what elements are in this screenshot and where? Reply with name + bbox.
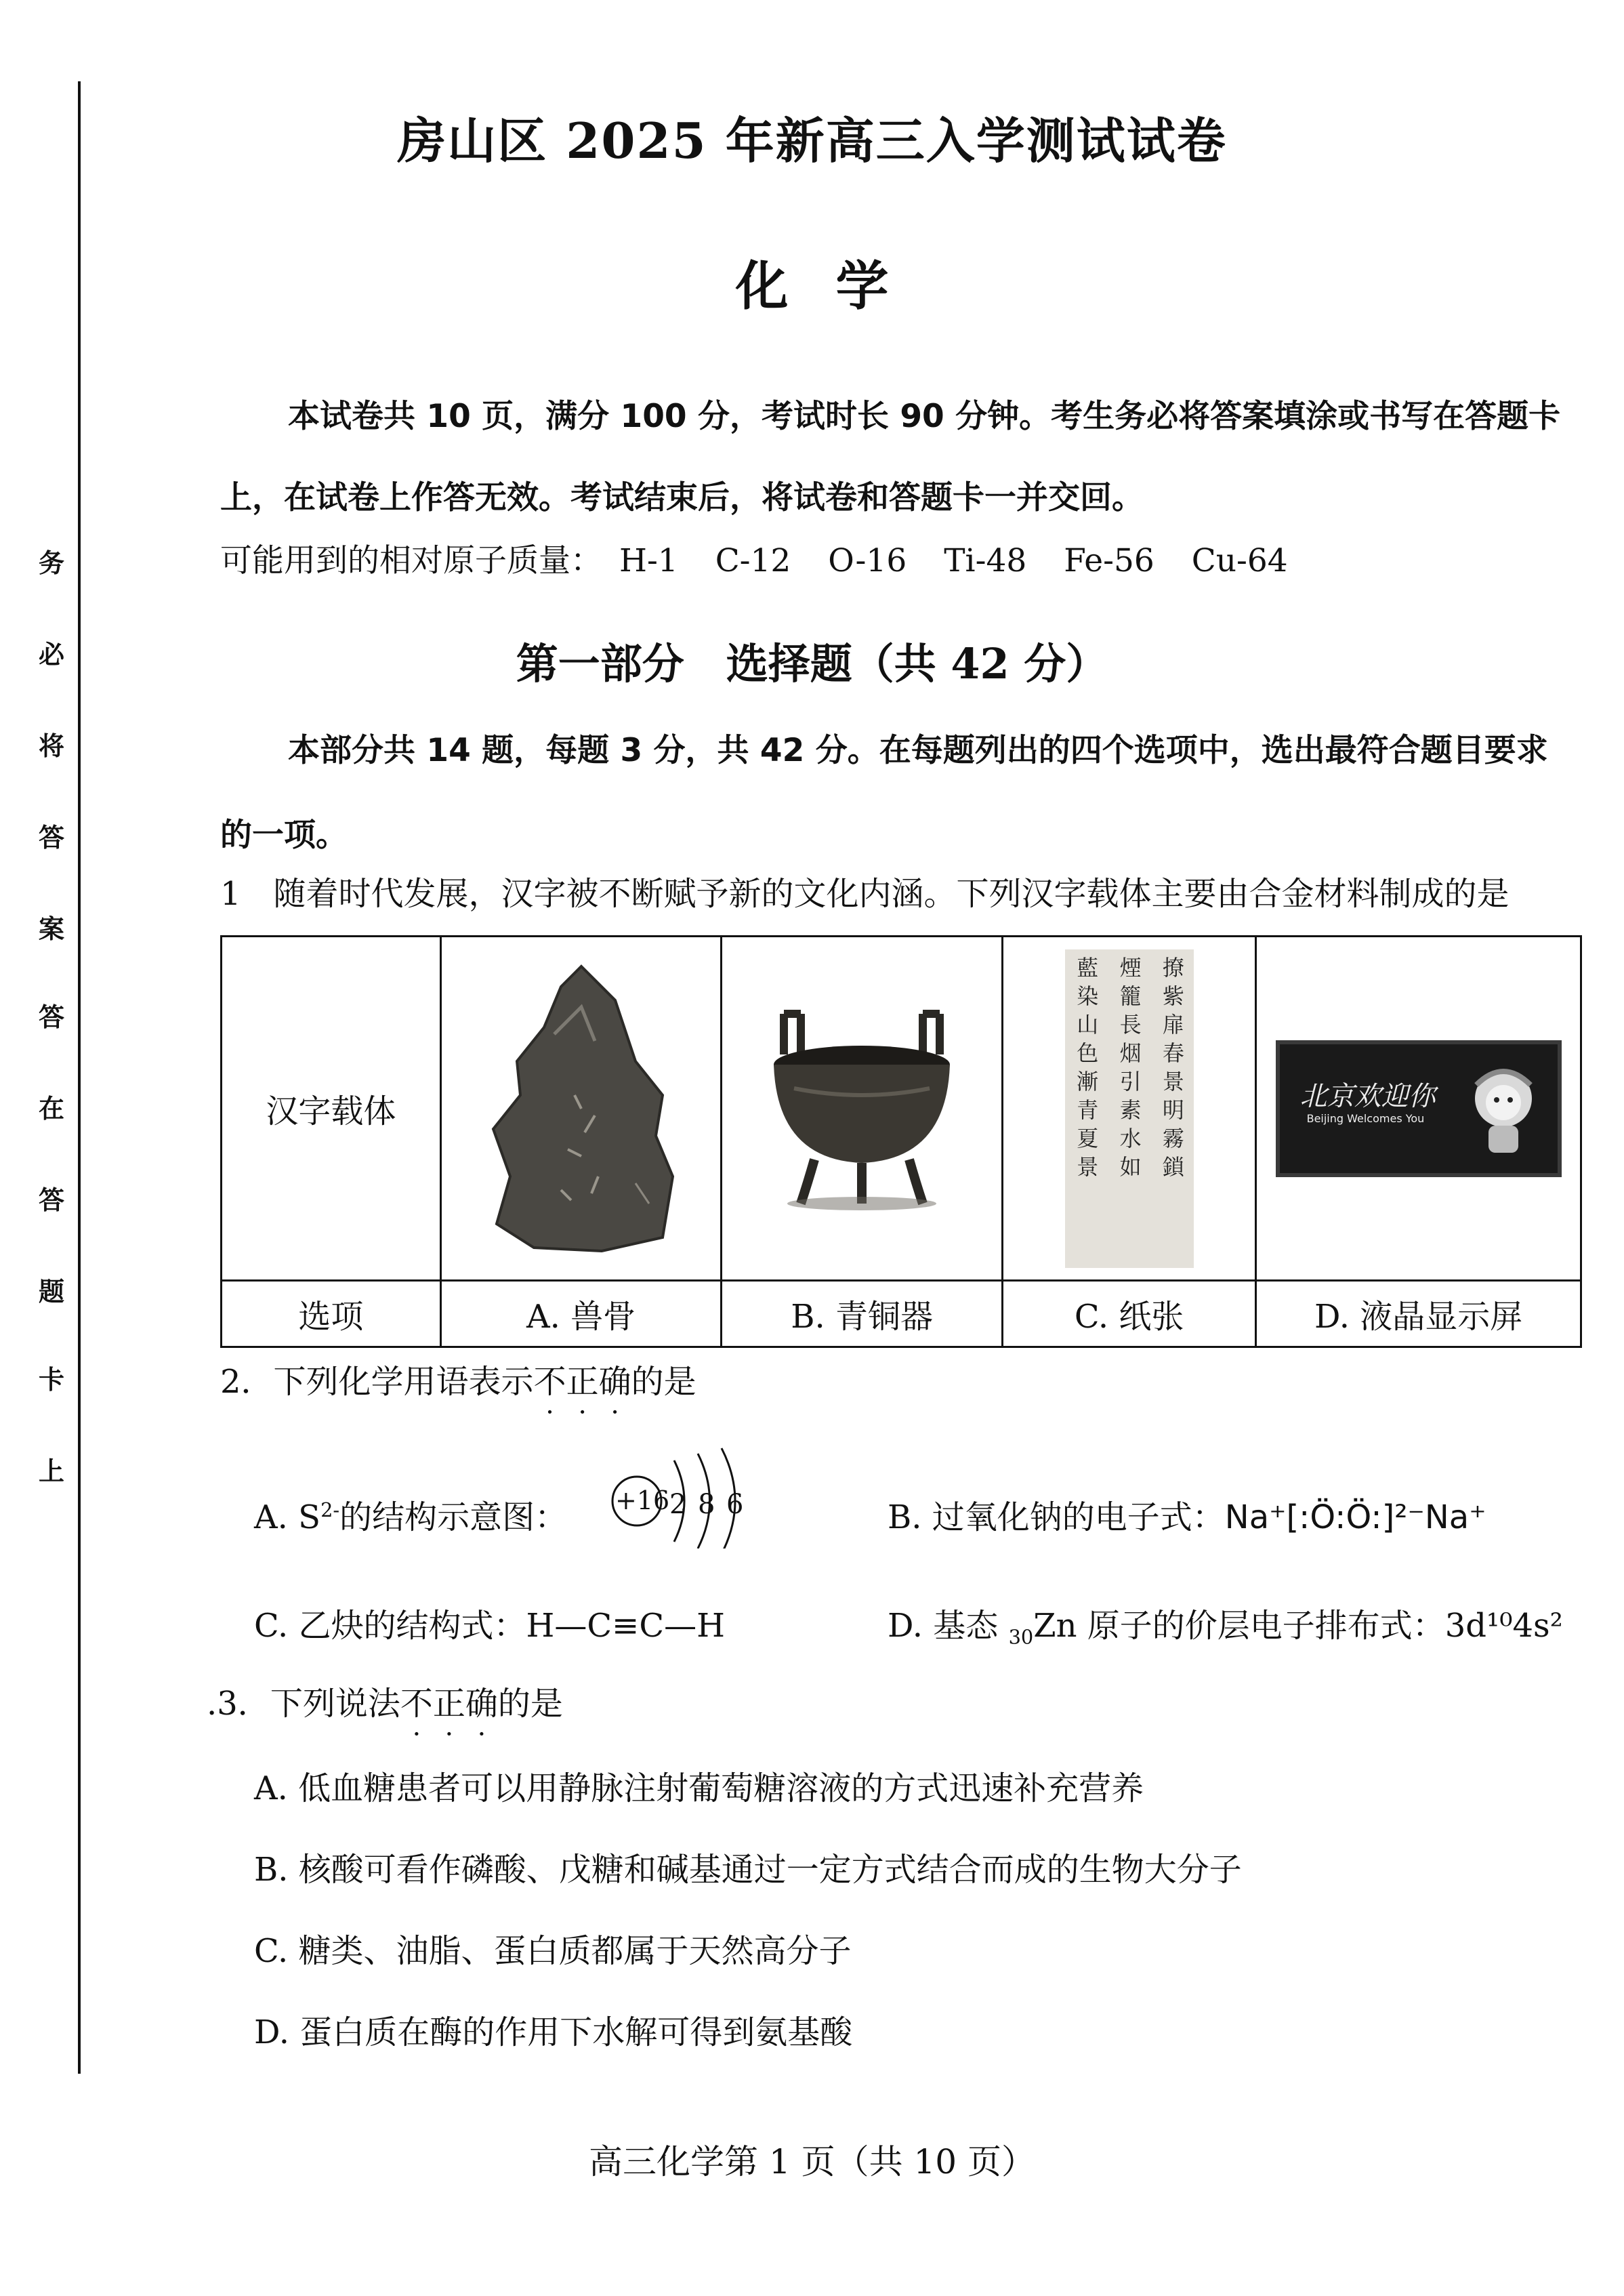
atomic-mass-item: C-12 xyxy=(715,542,791,579)
side-char: 卡 xyxy=(38,1365,64,1395)
question-3-option-d: D. 蛋白质在酶的作用下水解可得到氨基酸 xyxy=(254,2013,853,2051)
option-b: B. 青铜器 xyxy=(722,1281,1003,1347)
emphasis-char: 正 ・ xyxy=(566,1363,599,1401)
calligraphy-column: 撩紫扉春景明霧鎖 xyxy=(1159,956,1185,1184)
side-char: 答 xyxy=(38,1002,64,1032)
atomic-masses xyxy=(220,535,1315,581)
question-3-option-c: C. 糖类、油脂、蛋白质都属于天然高分子 xyxy=(254,1932,852,1970)
emphasis-char: 确 ・ xyxy=(465,1685,498,1723)
table-row-label: 汉字载体 xyxy=(222,937,441,1281)
emphasis-char: 正 ・ xyxy=(433,1685,465,1723)
atomic-mass-item: Cu-64 xyxy=(1191,542,1288,579)
nucleus-charge: +16 xyxy=(615,1485,670,1515)
option-text: Zn 原子的价层电子排布式： xyxy=(1033,1607,1445,1645)
option-text: D. 基态 xyxy=(888,1607,1009,1645)
stem-text: 的是 xyxy=(631,1363,696,1401)
paper-calligraphy-image xyxy=(1002,937,1255,1281)
option-d: D. 液晶显示屏 xyxy=(1256,1281,1581,1347)
shell-electrons: 8 xyxy=(698,1489,715,1520)
option-label: A. S xyxy=(254,1498,321,1536)
electron-configuration: 3d¹⁰4s² xyxy=(1444,1607,1563,1645)
atomic-mass-item: O-16 xyxy=(828,542,907,579)
lcd-screen-image xyxy=(1256,937,1581,1281)
calligraphy-column: 藍染山色漸青夏景 xyxy=(1073,956,1100,1184)
oracle-bone-image xyxy=(440,937,722,1281)
side-char: 案 xyxy=(38,914,64,944)
shell-electrons: 2 xyxy=(669,1489,687,1520)
option-text: B. 过氧化钠的电子式： xyxy=(888,1498,1225,1536)
side-char: 将 xyxy=(38,731,64,761)
atomic-mass-item: Fe-56 xyxy=(1064,542,1154,579)
exam-instructions: 本试卷共 10 页，满分 100 分，考试时长 90 分钟。考生务必将答案填涂或书写在答题卡上，在试卷上作答无效。考试结束后，将试卷和答题卡一并交回。 xyxy=(220,398,1561,516)
option-a: A. 兽骨 xyxy=(440,1281,722,1347)
question-2-option-d xyxy=(888,1599,1563,1649)
question-2-option-b xyxy=(888,1491,1486,1538)
electron-formula: Na⁺[:Ö:Ö:]²⁻Na⁺ xyxy=(1224,1498,1486,1536)
structural-formula: H—C≡C—H xyxy=(526,1607,725,1645)
ion-charge: 2- xyxy=(320,1498,340,1521)
stem-text: 的是 xyxy=(497,1685,563,1723)
stem-text: 下列说法 xyxy=(270,1685,400,1723)
emphasis-char: 确 ・ xyxy=(599,1363,631,1401)
question-2-option-a xyxy=(254,1491,567,1538)
side-char: 答 xyxy=(38,1185,64,1215)
side-char: 答 xyxy=(38,823,64,853)
fuwa-mascot-icon xyxy=(1463,1058,1544,1160)
question-2-option-c xyxy=(254,1599,725,1646)
exam-title: 房山区 2025 年新高三入学测试试卷 xyxy=(397,112,1227,169)
emphasis-char: 不 ・ xyxy=(400,1685,433,1723)
side-char: 在 xyxy=(38,1094,64,1124)
question-3-stem xyxy=(207,1677,563,1724)
question-1-table xyxy=(220,935,1582,1348)
subject-title: 化学 xyxy=(735,255,936,317)
bronze-ding-image xyxy=(722,937,1003,1281)
stem-text: 下列化学用语表示 xyxy=(273,1363,534,1401)
option-text: 的结构示意图： xyxy=(339,1498,568,1536)
question-1-stem: 1 随着时代发展，汉字被不断赋予新的文化内涵。下列汉字载体主要由合金材料制成的是 xyxy=(220,875,1510,913)
question-3-option-b: B. 核酸可看作磷酸、戊糖和碱基通过一定方式结合而成的生物大分子 xyxy=(254,1851,1242,1889)
atomic-mass-item: H-1 xyxy=(619,542,678,579)
sulfur-ion-structure-diagram xyxy=(610,1447,766,1549)
shell-electrons: 6 xyxy=(726,1489,744,1520)
question-number: 2． xyxy=(220,1363,274,1401)
binding-margin-line xyxy=(78,81,81,2074)
side-char: 务 xyxy=(38,548,64,578)
option-c: C. 纸张 xyxy=(1002,1281,1255,1347)
section-description: 本部分共 14 题，每题 3 分，共 42 分。在每题列出的四个选项中，选出最符合题目要求的一项。 xyxy=(220,732,1548,854)
side-char: 必 xyxy=(38,640,64,670)
question-2-stem xyxy=(220,1355,696,1402)
atomic-number: 30 xyxy=(1008,1625,1034,1649)
side-char: 上 xyxy=(38,1456,64,1486)
table-row-label: 选项 xyxy=(222,1281,441,1347)
screen-subtitle: Beijing Welcomes You xyxy=(1306,1111,1425,1125)
atomic-masses-label: 可能用到的相对原子质量： xyxy=(220,542,602,579)
screen-welcome-text: 北京欢迎你 xyxy=(1299,1080,1436,1112)
side-char: 题 xyxy=(38,1277,64,1307)
option-text: C. 乙炔的结构式： xyxy=(254,1607,526,1645)
question-3-option-a: A. 低血糖患者可以用静脉注射葡萄糖溶液的方式迅速补充营养 xyxy=(254,1769,1144,1807)
calligraphy-column: 煙籠長烟引素水如 xyxy=(1116,956,1142,1184)
question-number: .3． xyxy=(207,1685,270,1723)
emphasis-char: 不 ・ xyxy=(534,1363,566,1401)
section-title: 第一部分 选择题（共 42 分） xyxy=(516,639,1108,689)
atomic-mass-item: Ti-48 xyxy=(944,542,1027,579)
page-footer: 高三化学第 1 页（共 10 页） xyxy=(588,2142,1035,2181)
